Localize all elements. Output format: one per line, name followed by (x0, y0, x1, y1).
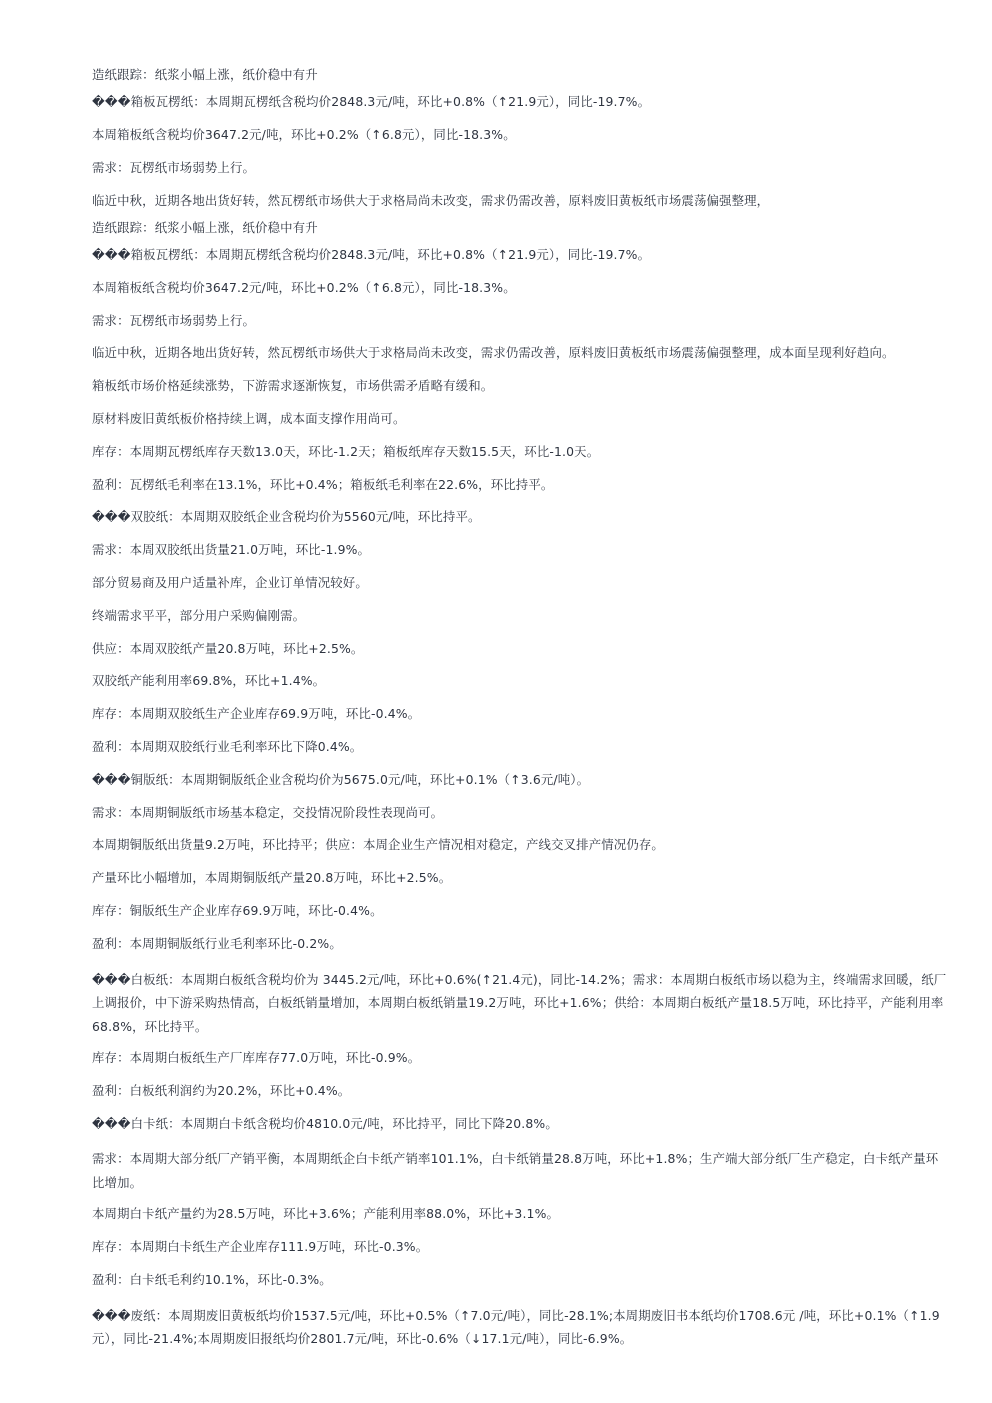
paragraph: 本周期白卡纸产量约为28.5万吨，环比+3.6%；产能利用率88.0%，环比+3.1%。 (92, 1206, 560, 1222)
paragraph: 库存：本周期白卡纸生产企业库存111.9万吨，环比-0.3%。 (92, 1239, 429, 1255)
paragraph: ���白卡纸：本周期白卡纸含税均价4810.0元/吨，环比持平，同比下降20.8%。 (92, 1115, 558, 1131)
paragraph: 箱板纸市场价格延续涨势，下游需求逐渐恢复，市场供需矛盾略有缓和。 (92, 378, 494, 394)
paragraph: 本周箱板纸含税均价3647.2元/吨，环比+0.2%（↑6.8元），同比-18.3%。 (92, 127, 516, 142)
paragraph: 供应：本周双胶纸产量20.8万吨，环比+2.5%。 (92, 640, 364, 656)
paragraph: 需求：瓦楞纸市场弱势上行。 (92, 159, 256, 175)
paragraph: 需求：本周期大部分纸厂产销平衡，本周期纸企白卡纸产销率101.1%，白卡纸销量28.8万吨，环比+1.8%；生产端大部分纸厂生产稳定，白卡纸产量环比增加。 (92, 1151, 939, 1190)
paragraph: 本周期铜版纸出货量9.2万吨，环比持平；供应：本周企业生产情况相对稳定，产线交叉排产情况仍存。 (92, 837, 664, 853)
paragraph: 需求：本周双胶纸出货量21.0万吨，环比-1.9%。 (92, 542, 371, 558)
paragraph: 需求：瓦楞纸市场弱势上行。 (92, 312, 256, 328)
document-body (92, 66, 948, 1362)
paragraph: 部分贸易商及用户适量补库，企业订单情况较好。 (92, 574, 368, 590)
paragraph: 盈利：白板纸利润约为20.2%，环比+0.4%。 (92, 1082, 351, 1098)
paragraph: ���白板纸：本周期白板纸含税均价为 3445.2元/吨，环比+0.6%(↑21.4元)，同比-14.2%；需求：本周期白板纸市场以稳为主，终端需求回暖，纸厂上调报价，中下游采购热情高，白板纸销量增加，本周期白板纸销量19.2万吨，环比+1.6%；供给：本周期白板纸产量18.5万吨，环比持平，产能利用率68.8%，环比持平。 (92, 971, 947, 1034)
paragraph: 造纸跟踪：纸浆小幅上涨，纸价稳中有升 (92, 219, 318, 235)
paragraph: 盈利：瓦楞纸毛利率在13.1%，环比+0.4%；箱板纸毛利率在22.6%，环比持平。 (92, 476, 554, 492)
paragraph: 盈利：本周期铜版纸行业毛利率环比-0.2%。 (92, 935, 342, 951)
paragraph: 临近中秋，近期各地出货好转，然瓦楞纸市场供大于求格局尚未改变，需求仍需改善，原料废旧黄板纸市场震荡偏强整理，成本面呈现利好趋向。 (92, 345, 895, 361)
paragraph: 双胶纸产能利用率69.8%，环比+1.4%。 (92, 673, 326, 689)
paragraph: 库存：本周期双胶纸生产企业库存69.9万吨，环比-0.4%。 (92, 706, 421, 722)
paragraph: ���箱板瓦楞纸：本周期瓦楞纸含税均价2848.3元/吨，环比+0.8%（↑21.9元），同比-19.7%。 (92, 94, 651, 110)
paragraph: 库存：本周期白板纸生产厂库库存77.0万吨，环比-0.9%。 (92, 1050, 421, 1066)
paragraph: 终端需求平平，部分用户采购偏刚需。 (92, 607, 306, 623)
paragraph: 盈利：白卡纸毛利约10.1%，环比-0.3%。 (92, 1272, 332, 1288)
paragraph: ���双胶纸：本周期双胶纸企业含税均价为5560元/吨，环比持平。 (92, 509, 481, 525)
paragraph: 产量环比小幅增加，本周期铜版纸产量20.8万吨，环比+2.5%。 (92, 870, 452, 886)
paragraph: 库存：铜版纸生产企业库存69.9万吨，环比-0.4%。 (92, 902, 383, 918)
paragraph: ���废纸：本周期废旧黄板纸均价1537.5元/吨，环比+0.5%（↑7.0元/吨），同比-28.1%;本周期废旧书本纸均价1708.6元 /吨，环比+0.1%（↑1.9元），同比-21.4%;本周期废旧报纸均价2801.7元/吨，环比-0.6%（↓17.1元/吨），同比-6.9%。 (92, 1307, 940, 1347)
paragraph: 需求：本周期铜版纸市场基本稳定，交投情况阶段性表现尚可。 (92, 804, 444, 820)
paragraph: 造纸跟踪：纸浆小幅上涨，纸价稳中有升 (92, 67, 318, 82)
paragraph: 原材料废旧黄纸板价格持续上调，成本面支撑作用尚可。 (92, 410, 406, 426)
paragraph: 本周箱板纸含税均价3647.2元/吨，环比+0.2%（↑6.8元），同比-18.3%。 (92, 279, 516, 295)
paragraph: ���箱板瓦楞纸：本周期瓦楞纸含税均价2848.3元/吨，环比+0.8%（↑21.9元），同比-19.7%。 (92, 247, 651, 262)
paragraph: 盈利：本周期双胶纸行业毛利率环比下降0.4%。 (92, 738, 363, 754)
paragraph: 临近中秋，近期各地出货好转，然瓦楞纸市场供大于求格局尚未改变，需求仍需改善，原料废旧黄板纸市场震荡偏强整理， (92, 192, 770, 208)
paragraph: ���铜版纸：本周期铜版纸企业含税均价为5675.0元/吨，环比+0.1%（↑3.6元/吨）。 (92, 771, 590, 787)
paragraph: 库存：本周期瓦楞纸库存天数13.0天，环比-1.2天；箱板纸库存天数15.5天，环比-1.0天。 (92, 443, 600, 459)
